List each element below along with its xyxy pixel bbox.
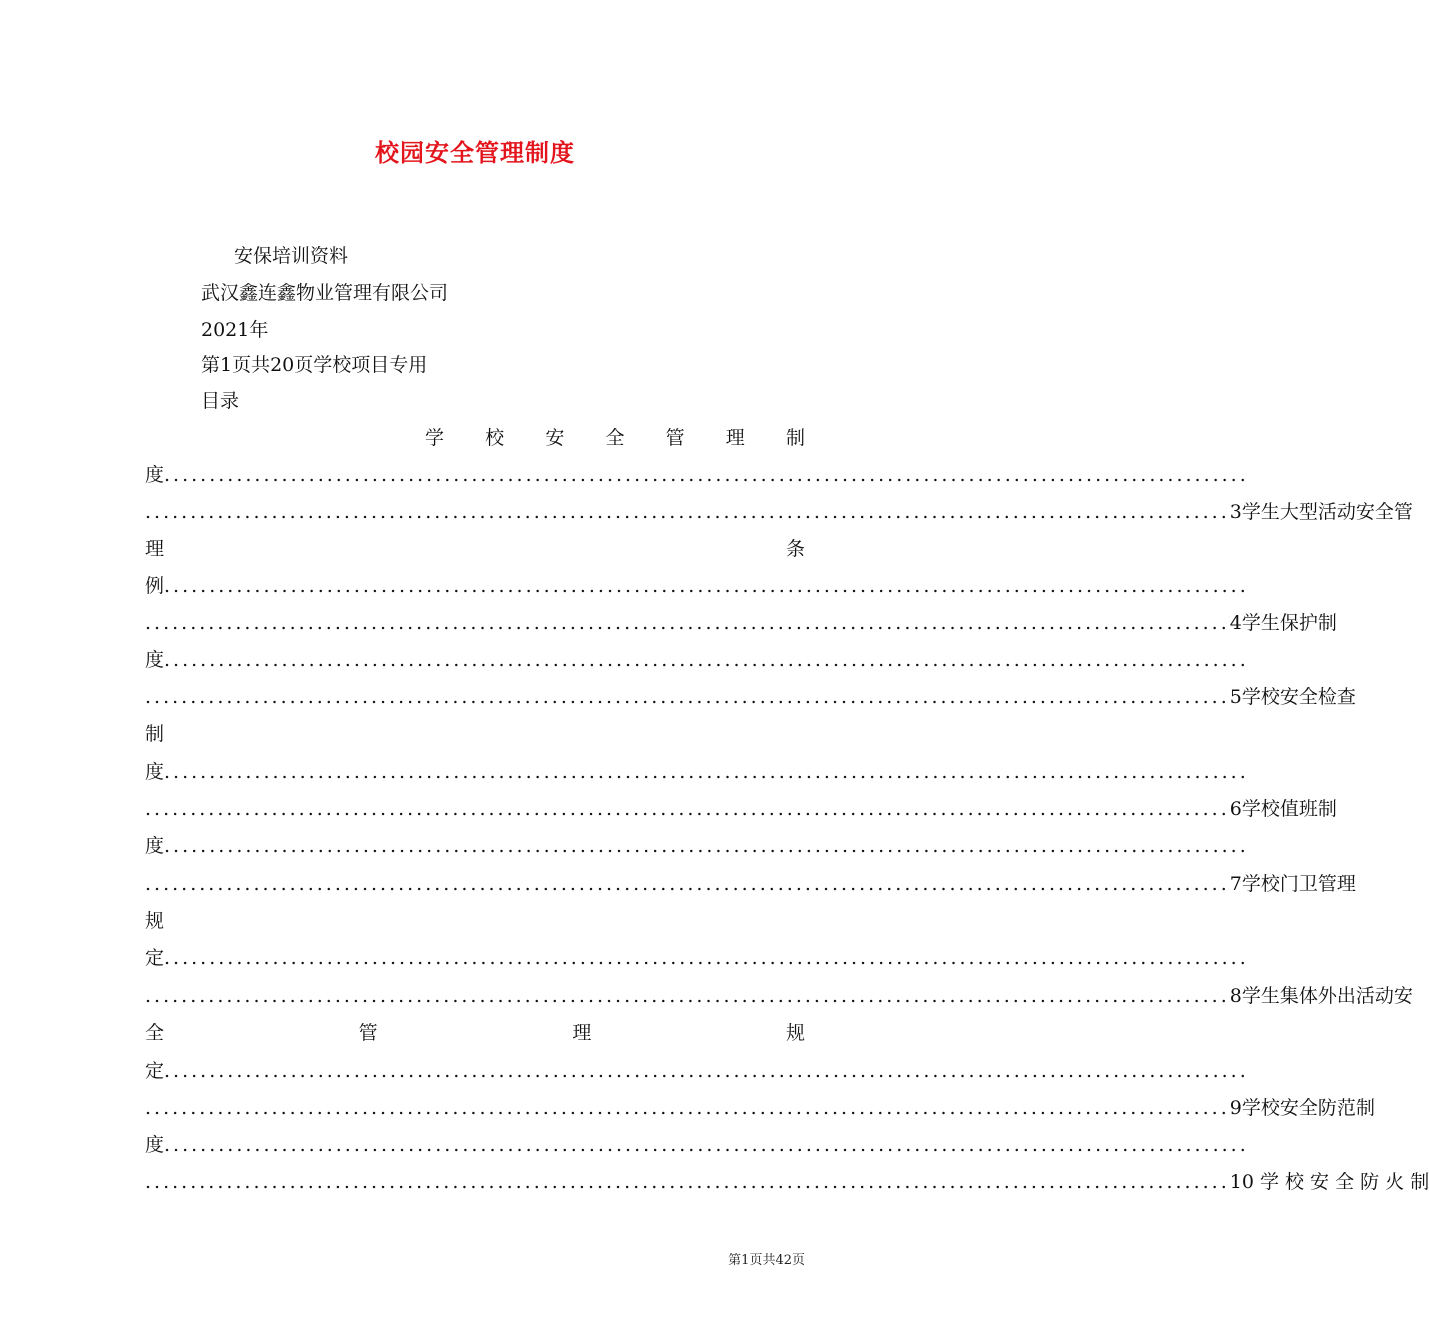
toc-char: 范 [1336,1097,1356,1119]
toc-row-3 [145,500,1413,524]
toc-text: 例 [145,575,165,597]
toc-char: 理 [145,538,165,560]
toc-char: 理 [725,427,745,449]
year: 2021年 [201,319,269,341]
toc-char: 全 [605,427,625,449]
toc-text: 度 [145,1134,165,1156]
toc-row-7 [145,648,1249,672]
toc-text: 5学校安全检查 [1229,686,1356,708]
toc-char: 制 [1317,798,1337,820]
dot-leader: ........................................................................................................................ [164,947,1249,969]
toc-char: 学 [1241,612,1261,634]
toc-char: 安 [545,427,565,449]
dot-leader: ........................................................................................................................ [145,985,1230,1007]
toc-row-19 [145,1096,1375,1120]
toc-text: 度 [145,464,165,486]
dot-leader: ........................................................................................................................ [145,1171,1230,1193]
toc-chars [1230,611,1337,635]
toc-row-20 [145,1133,1249,1157]
toc-char: 9 [1229,1097,1242,1119]
toc-char: 理 [572,1022,592,1044]
toc-text: 度 [145,761,165,783]
toc-row-2 [145,463,1249,487]
toc-char: 全 [1298,1097,1318,1119]
toc-row-4 [145,537,805,561]
toc-char: 班 [1298,798,1318,820]
dot-leader: ........................................................................................................................ [145,686,1230,708]
toc-char: 保 [1279,612,1299,634]
toc-char: 值 [1279,798,1299,820]
toc-row-5 [145,574,1249,598]
dot-leader: ........................................................................................................................ [164,761,1249,783]
subtitle: 安保培训资料 [234,245,349,267]
toc-text: 8学生集体外出活动安 [1229,985,1413,1007]
toc-heading: 目录 [201,390,240,412]
page-footer: 第1页共42页 [728,1253,805,1268]
toc-char: 校 [1260,1097,1280,1119]
dot-leader: ........................................................................................................................ [164,1134,1249,1156]
toc-row-14: 规 [145,910,165,932]
toc-char: 学 [425,427,445,449]
dot-leader: ........................................................................................................................ [145,501,1230,523]
toc-row-15 [145,946,1249,970]
toc-char: 生 [1260,612,1280,634]
toc-row-1 [425,426,805,450]
toc-row-6 [145,611,1337,635]
dot-leader: ........................................................................................................................ [164,575,1249,597]
toc-text: 7学校门卫管理 [1229,873,1356,895]
company-name: 武汉鑫连鑫物业管理有限公司 [201,282,449,304]
toc-char: 管 [665,427,685,449]
toc-text: 10 学 校 安 全 防 火 制 [1229,1171,1429,1193]
document-title: 校园安全管理制度 [375,138,575,167]
toc-row-13 [145,872,1356,896]
toc-row-12 [145,834,1249,858]
toc-char: 校 [485,427,505,449]
toc-char: 安 [1279,1097,1299,1119]
toc-char: 制 [1355,1097,1375,1119]
toc-text: 3学生大型活动安全管 [1229,501,1413,523]
toc-char: 规 [785,1022,805,1044]
dot-leader: ........................................................................................................................ [145,612,1230,634]
toc-row-16 [145,984,1413,1008]
toc-row-18 [145,1059,1249,1083]
toc-text: 度 [145,835,165,857]
toc-char: 学 [1241,1097,1261,1119]
toc-row-21 [145,1170,1429,1194]
toc-text: 定 [145,947,165,969]
toc-char: 护 [1298,612,1318,634]
toc-char: 校 [1260,798,1280,820]
dot-leader: ........................................................................................................................ [164,835,1249,857]
dot-leader: ........................................................................................................................ [145,798,1230,820]
toc-text: 度 [145,649,165,671]
dot-leader: ........................................................................................................................ [145,873,1230,895]
dot-leader: ........................................................................................................................ [145,1097,1230,1119]
toc-char: 管 [358,1022,378,1044]
toc-char: 4 [1229,612,1242,634]
toc-chars [1230,797,1337,821]
toc-row-9: 制 [145,723,165,745]
toc-char: 全 [145,1022,165,1044]
toc-char: 学 [1241,798,1261,820]
toc-char: 防 [1317,1097,1337,1119]
dot-leader: ........................................................................................................................ [164,1060,1249,1082]
toc-row-10 [145,760,1249,784]
dot-leader: ........................................................................................................................ [164,464,1249,486]
dot-leader: ........................................................................................................................ [164,649,1249,671]
toc-row-8 [145,685,1356,709]
toc-char: 6 [1229,798,1242,820]
page-note: 第1页共20页学校项目专用 [201,354,428,376]
toc-char: 制 [1317,612,1337,634]
toc-text: 定 [145,1060,165,1082]
toc-row-11 [145,797,1337,821]
toc-char: 条 [785,538,805,560]
toc-row-17 [145,1021,805,1045]
toc-chars [1230,1096,1375,1120]
toc-char: 制 [785,427,805,449]
